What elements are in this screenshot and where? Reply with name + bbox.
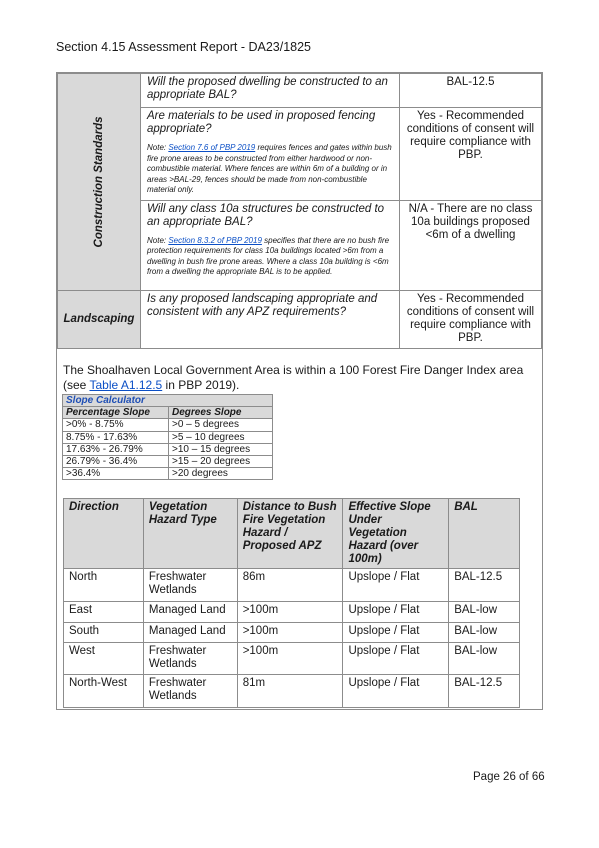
- pbp-section-8-3-2-link[interactable]: Section 8.3.2 of PBP 2019: [168, 235, 262, 245]
- table-cell: >5 – 10 degrees: [169, 431, 273, 443]
- column-header: Distance to Bush Fire Vegetation Hazard / Proposed APZ: [237, 499, 343, 569]
- table-row: [64, 623, 520, 643]
- table-cell: >15 – 20 degrees: [169, 455, 273, 467]
- table-row: [63, 431, 273, 443]
- question-text: Will any class 10a structures be constructed to an appropriate BAL?: [147, 202, 385, 228]
- column-header: Percentage Slope: [63, 407, 169, 419]
- bal-assessment-table: [63, 498, 520, 708]
- question-cell: [141, 74, 400, 108]
- slope-calculator-table: [62, 394, 273, 480]
- table-row: [63, 395, 273, 407]
- table-header-row: [64, 499, 520, 569]
- table-cell: Upslope / Flat: [343, 602, 449, 623]
- section-cell-landscaping: [58, 290, 141, 348]
- note-text: Note: Section 8.3.2 of PBP 2019 specifies that there are no bush fire protection requirements for class 10a buildings located >6m from a dwelling in bush fire prone areas. Where a class 10a building is <6m from a dwelling the appropriate BAL is to be applied.: [147, 235, 390, 276]
- table-cell: >100m: [237, 623, 343, 643]
- table-cell: BAL-12.5: [449, 675, 520, 708]
- table-cell: Freshwater Wetlands: [143, 643, 237, 675]
- table-cell: 26.79% - 36.4%: [63, 455, 169, 467]
- table-cell: >0 – 5 degrees: [169, 419, 273, 431]
- table-row: [63, 443, 273, 455]
- answer-cell: N/A - There are no class 10a buildings proposed <6m of a dwelling: [400, 200, 542, 290]
- page-header: Section 4.15 Assessment Report - DA23/1825: [56, 40, 312, 54]
- table-cell: >10 – 15 degrees: [169, 443, 273, 455]
- table-cell: BAL-low: [449, 623, 520, 643]
- table-row: [64, 602, 520, 623]
- page-number: Page 26 of 66: [473, 771, 545, 783]
- table-cell: North: [64, 569, 144, 602]
- table-row: [58, 290, 542, 348]
- question-text: Is any proposed landscaping appropriate and consistent with any APZ requirements?: [147, 292, 378, 318]
- landscaping-label: Landscaping: [63, 313, 135, 325]
- table-row: [64, 675, 520, 708]
- table-cell: 81m: [237, 675, 343, 708]
- column-header: Direction: [64, 499, 144, 569]
- table-cell: Upslope / Flat: [343, 623, 449, 643]
- column-header: Effective Slope Under Vegetation Hazard (over 100m): [343, 499, 449, 569]
- table-cell: BAL-12.5: [449, 569, 520, 602]
- table-cell: >100m: [237, 643, 343, 675]
- table-row: [63, 468, 273, 480]
- table-row: [58, 74, 542, 108]
- table-cell: East: [64, 602, 144, 623]
- question-cell: [141, 108, 400, 201]
- table-cell: BAL-low: [449, 643, 520, 675]
- table-cell: 86m: [237, 569, 343, 602]
- table-cell: Freshwater Wetlands: [143, 569, 237, 602]
- table-cell: >0% - 8.75%: [63, 419, 169, 431]
- table-cell: West: [64, 643, 144, 675]
- table-cell: BAL-low: [449, 602, 520, 623]
- column-header: BAL: [449, 499, 520, 569]
- table-cell: >20 degrees: [169, 468, 273, 480]
- ffdi-paragraph: The Shoalhaven Local Government Area is within a 100 Forest Fire Danger Index area (see Table A1.12.5 in PBP 2019).: [63, 363, 524, 392]
- table-cell: Upslope / Flat: [343, 675, 449, 708]
- table-row: [63, 419, 273, 431]
- answer-cell: BAL-12.5: [400, 74, 542, 108]
- content-frame: [56, 72, 543, 710]
- table-header-row: [63, 407, 273, 419]
- construction-standards-label: Construction Standards: [93, 116, 105, 248]
- answer-cell: Yes - Recommended conditions of consent will require compliance with PBP.: [400, 290, 542, 348]
- table-cell: Managed Land: [143, 602, 237, 623]
- table-row: [63, 455, 273, 467]
- answer-cell: Yes - Recommended conditions of consent will require compliance with PBP.: [400, 108, 542, 201]
- table-cell: Upslope / Flat: [343, 643, 449, 675]
- table-cell: >36.4%: [63, 468, 169, 480]
- slope-calculator-title: Slope Calculator: [63, 395, 273, 407]
- column-header: Vegetation Hazard Type: [143, 499, 237, 569]
- table-cell: Freshwater Wetlands: [143, 675, 237, 708]
- question-text: Are materials to be used in proposed fencing appropriate?: [147, 110, 376, 135]
- table-cell: 17.63% - 26.79%: [63, 443, 169, 455]
- table-cell: Managed Land: [143, 623, 237, 643]
- table-cell: Upslope / Flat: [343, 569, 449, 602]
- section-cell-construction: [58, 74, 141, 291]
- note-text: Note: Section 7.6 of PBP 2019 requires fences and gates within bush fire prone areas to be constructed from either hardwood or non-combustible material. Where fences are within 6m of a building or in areas >BAL-29, fences should be made from non-combustible material only.: [147, 143, 392, 194]
- question-cell: [141, 290, 400, 348]
- table-cell: South: [64, 623, 144, 643]
- question-text: Will the proposed dwelling be constructed to an appropriate BAL?: [147, 76, 388, 101]
- question-cell: [141, 200, 400, 290]
- pbp-section-7-6-link[interactable]: Section 7.6 of PBP 2019: [168, 143, 256, 152]
- table-cell: 8.75% - 17.63%: [63, 431, 169, 443]
- table-row: [64, 643, 520, 675]
- assessment-table: [57, 73, 542, 349]
- table-a1-12-5-link[interactable]: Table A1.12.5: [89, 378, 163, 392]
- table-row: [64, 569, 520, 602]
- column-header: Degrees Slope: [169, 407, 273, 419]
- table-cell: North-West: [64, 675, 144, 708]
- table-cell: >100m: [237, 602, 343, 623]
